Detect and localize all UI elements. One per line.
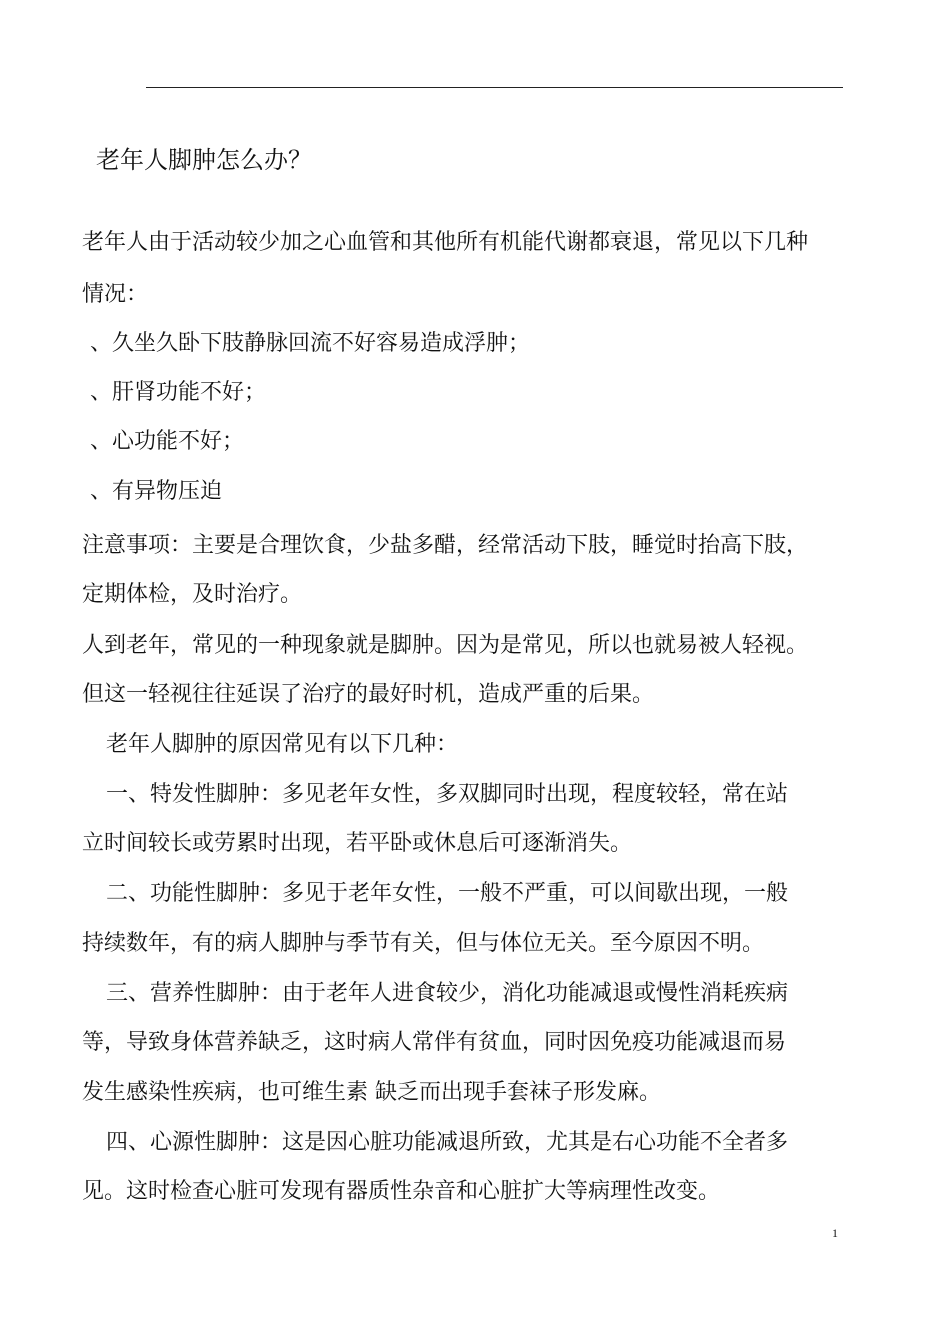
paragraph-line: 二、功能性脚肿：多见于老年女性，一般不严重，可以间歇出现，一般 <box>106 881 789 906</box>
paragraph-line: 四、心源性脚肿：这是因心脏功能减退所致，尤其是右心功能不全者多 <box>106 1130 789 1155</box>
document-title: 老年人脚肿怎么办？ <box>96 146 312 174</box>
paragraph-line: 老年人由于活动较少加之心血管和其他所有机能代谢都衰退，常见以下几种 <box>82 230 809 255</box>
list-item: 、有异物压迫 <box>90 479 223 504</box>
list-item: 、心功能不好； <box>90 429 245 454</box>
paragraph-line: 发生感染性疾病，也可维生素 缺乏而出现手套袜子形发麻。 <box>82 1080 661 1105</box>
paragraph-line: 立时间较长或劳累时出现，若平卧或休息后可逐渐消失。 <box>82 831 633 856</box>
paragraph-line: 但这一轻视往往延误了治疗的最好时机，造成严重的后果。 <box>82 682 655 707</box>
paragraph-line: 三、营养性脚肿：由于老年人进食较少，消化功能减退或慢性消耗疾病 <box>106 981 789 1006</box>
paragraph-line: 老年人脚肿的原因常见有以下几种： <box>106 732 459 757</box>
paragraph-line: 情况： <box>82 282 149 307</box>
paragraph-line: 定期体检，及时治疗。 <box>82 582 303 607</box>
paragraph-line: 注意事项：主要是合理饮食，少盐多醋，经常活动下肢，睡觉时抬高下肢， <box>82 533 809 558</box>
list-item: 、久坐久卧下肢静脉回流不好容易造成浮肿； <box>90 331 531 356</box>
page-number: 1 <box>832 1226 838 1240</box>
paragraph-line: 等，导致身体营养缺乏，这时病人常伴有贫血，同时因免疫功能减退而易 <box>82 1030 787 1055</box>
paragraph-line: 持续数年，有的病人脚肿与季节有关，但与体位无关。至今原因不明。 <box>82 931 765 956</box>
header-rule <box>146 87 843 88</box>
list-item: 、肝肾功能不好； <box>90 380 267 405</box>
paragraph-line: 人到老年，常见的一种现象就是脚肿。因为是常见，所以也就易被人轻视。 <box>82 633 809 658</box>
paragraph-line: 见。这时检查心脏可发现有器质性杂音和心脏扩大等病理性改变。 <box>82 1179 721 1204</box>
paragraph-line: 一、特发性脚肿：多见老年女性，多双脚同时出现，程度较轻，常在站 <box>106 782 789 807</box>
